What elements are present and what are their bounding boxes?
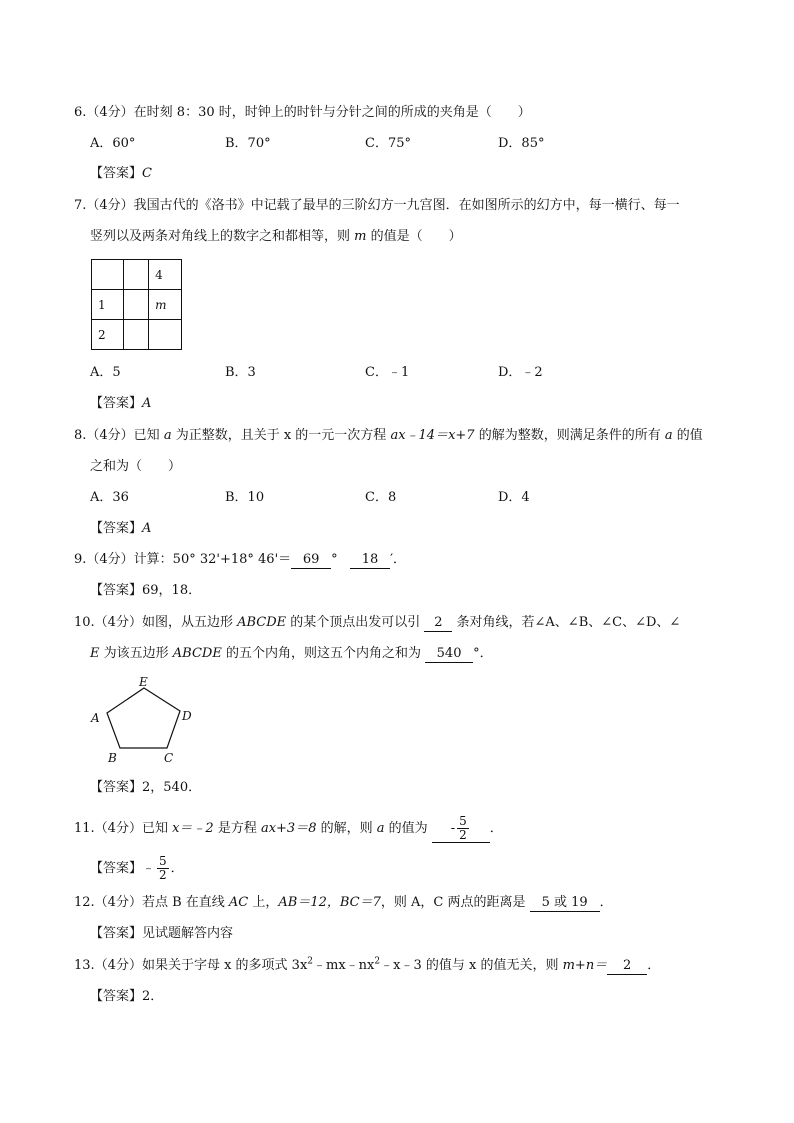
answer-value: 2，540． (142, 780, 202, 795)
q13-blank: 2 (607, 958, 647, 975)
answer-label: 【答案】 (90, 521, 143, 536)
question-8-answer (90, 520, 151, 538)
fraction-numerator: 5 (459, 814, 467, 828)
q6-option-d: D．85° (498, 136, 545, 151)
q6-option-c: C．75° (365, 136, 411, 151)
q11-variable-a: a (376, 821, 385, 836)
q7-stem-line1: 7.（4分）我国古代的《洛书》中记载了最早的三阶幻方一九宫图．在如图所示的幻方中，每一横行、每一 (74, 198, 680, 213)
q13-text: 13.（4分）如果关于字母 x 的多项式 3x (74, 958, 308, 973)
vertex-label-d: D (182, 709, 192, 723)
answer-value: 2． (142, 989, 164, 1004)
answer-value: A (142, 521, 152, 536)
answer-label: 【答案】 (90, 861, 143, 876)
q8-variable-a: a (163, 428, 172, 443)
q12-line-ac: AC (228, 895, 249, 910)
grid-cell (124, 320, 149, 350)
question-11-answer (90, 855, 184, 882)
q7-stem-line2-b: 的值是（ ） (366, 229, 462, 244)
q8-equation: ax﹣14＝x+7 (390, 428, 475, 443)
q9-text: 9.（4分）计算：50° 32'+18° 46'＝ (74, 552, 292, 567)
q11-text: 的解，则 (316, 821, 377, 836)
question-7-stem (74, 197, 680, 215)
vertex-label-a: A (91, 711, 100, 725)
q10-angle-e: E (90, 646, 100, 661)
q11-blank-fraction (457, 815, 469, 842)
q10-text: 条对角线，若∠A、∠B、∠C、∠D、∠ (452, 615, 681, 630)
q7-option-c: C．﹣1 (365, 365, 410, 380)
q9-unit: ° (331, 552, 338, 567)
q8-text: 为正整数，且关于 x 的一元一次方程 (171, 428, 391, 443)
question-8-stem (74, 427, 703, 445)
q11-blank-sign: - (450, 821, 456, 836)
q12-lengths: AB＝12，BC＝7 (278, 895, 381, 910)
answer-value: A (142, 396, 152, 411)
answer-label: 【答案】 (90, 989, 143, 1004)
question-8-stem-cont (90, 458, 181, 476)
grid-cell (124, 290, 149, 320)
q11-text: 是方程 (213, 821, 261, 836)
q11-blank (432, 815, 490, 843)
answer-value: 69，18． (142, 583, 202, 598)
q6-option-b: B．70° (225, 136, 271, 151)
pentagon-figure (84, 672, 214, 772)
question-10-stem-cont (90, 645, 493, 663)
q8-text: 8.（4分）已知 (74, 428, 164, 443)
vertex-label-b: B (108, 751, 117, 765)
q13-text: ． (647, 958, 661, 973)
q11-text: ． (489, 821, 503, 836)
magic-square-grid (91, 259, 182, 350)
q10-blank-diagonals: 2 (424, 615, 452, 632)
q12-text: 上， (248, 895, 279, 910)
grid-cell: m (149, 290, 182, 320)
q12-text: 12.（4分）若点 B 在直线 (74, 895, 229, 910)
q10-text: °． (473, 646, 493, 661)
answer-fraction (157, 855, 169, 882)
q13-text: ﹣x﹣3 的值与 x 的值无关，则 (380, 958, 563, 973)
answer-value: C (142, 166, 152, 181)
q10-text: 为该五边形 (99, 646, 173, 661)
answer-label: 【答案】 (90, 396, 143, 411)
answer-label: 【答案】 (90, 583, 143, 598)
q8-text: 的解为整数，则满足条件的所有 (474, 428, 665, 443)
q13-expression: m+n＝ (562, 958, 608, 973)
q8-option-a: A．36 (90, 490, 129, 505)
q10-pentagon-name: ABCDE (237, 615, 287, 630)
q11-equation: ax+3＝8 (260, 821, 317, 836)
question-8-options (90, 489, 650, 507)
q8-option-c: C．8 (365, 490, 397, 505)
answer-sign: ﹣ (142, 861, 156, 876)
q12-text: ． (599, 895, 613, 910)
q10-pentagon-name: ABCDE (172, 646, 222, 661)
question-13-answer (90, 988, 163, 1006)
q10-text: 的五个内角，则这五个内角之和为 (221, 646, 426, 661)
q6-stem-text: 6.（4分）在时刻 8：30 时，时钟上的时针与分针之间的所成的夹角是（ ） (74, 105, 531, 120)
pentagon-shape (107, 688, 180, 748)
question-9-answer (90, 582, 201, 600)
q7-option-d: D．﹣2 (498, 365, 543, 380)
question-10-stem (74, 614, 680, 632)
q11-text: 的值为 (384, 821, 432, 836)
q6-option-a: A．60° (90, 136, 136, 151)
answer-label: 【答案】 (90, 926, 143, 941)
q8-variable-a: a (664, 428, 673, 443)
answer-label: 【答案】 (90, 780, 143, 795)
q8-option-d: D．4 (498, 490, 530, 505)
q7-stem-line2-a: 竖列以及两条对角线上的数字之和都相等，则 (90, 229, 355, 244)
question-7-options (90, 364, 650, 382)
q9-blank-degrees: 69 (291, 552, 331, 569)
vertex-label-c: C (164, 751, 174, 765)
q12-blank: 5 或 19 (530, 895, 600, 912)
q10-blank-angle-sum: 540 (425, 646, 473, 663)
answer-value: 见试题解答内容 (142, 926, 234, 941)
grid-cell: 1 (92, 290, 124, 320)
fraction-denominator: 2 (159, 868, 167, 882)
question-10-answer (90, 779, 201, 797)
q9-blank-minutes: 18 (350, 552, 390, 569)
grid-cell (149, 320, 182, 350)
grid-cell (124, 260, 149, 290)
q11-equation: x＝﹣2 (172, 821, 214, 836)
question-11-stem (74, 815, 503, 843)
question-7-stem-cont (90, 228, 462, 246)
grid-cell (92, 260, 124, 290)
question-6-stem (74, 104, 531, 122)
q11-text: 11.（4分）已知 (74, 821, 173, 836)
q12-text: ，则 A，C 两点的距离是 (380, 895, 530, 910)
question-6-answer (90, 165, 152, 183)
question-12-answer (90, 925, 233, 943)
grid-cell: 2 (92, 320, 124, 350)
question-7-answer (90, 395, 151, 413)
q13-exponent: 2 (374, 956, 381, 967)
grid-cell: 4 (149, 260, 182, 290)
q13-exponent: 2 (307, 956, 314, 967)
question-6-options (90, 135, 650, 153)
q10-text: 10.（4分）如图，从五边形 (74, 615, 238, 630)
fraction-numerator: 5 (159, 854, 167, 868)
answer-label: 【答案】 (90, 166, 143, 181)
q9-unit: ′． (390, 552, 407, 567)
q8-text: 的值 (672, 428, 703, 443)
fraction-denominator: 2 (459, 828, 467, 842)
q7-option-a: A．5 (90, 365, 121, 380)
q7-variable-m: m (354, 229, 367, 244)
question-12-stem (74, 894, 613, 912)
answer-end: ． (170, 861, 184, 876)
vertex-label-e: E (139, 675, 148, 689)
question-9-stem (74, 551, 406, 569)
q7-option-b: B．3 (225, 365, 256, 380)
q8-option-b: B．10 (225, 490, 265, 505)
q8-stem-line2: 之和为（ ） (90, 459, 182, 474)
q13-text: ﹣mx﹣nx (313, 958, 375, 973)
q10-text: 的某个顶点出发可以引 (286, 615, 425, 630)
question-13-stem (74, 957, 660, 975)
